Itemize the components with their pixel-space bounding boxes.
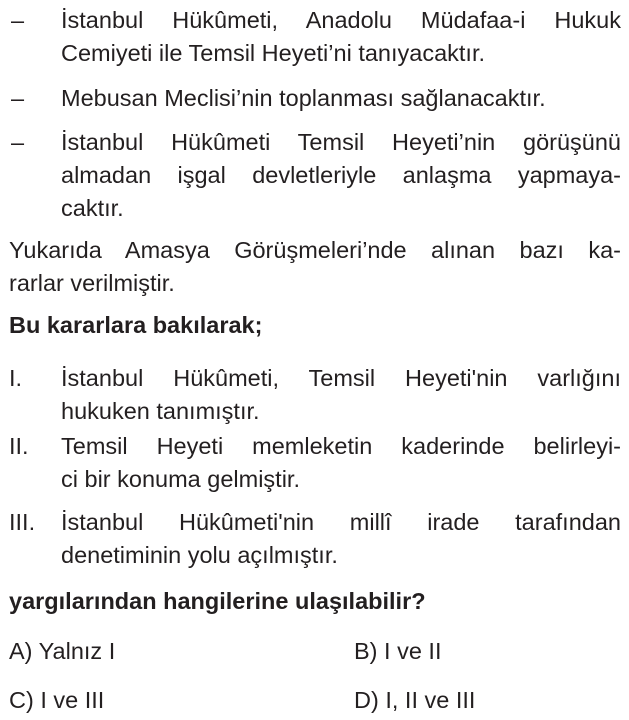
- text-line: Mebusan Meclisi’nin toplanması sağlanacaktır.: [61, 85, 546, 111]
- lead-in: Bu kararlara bakılarak;: [9, 312, 263, 338]
- text-line: İstanbul Hükûmeti'nin millî irade tarafından: [61, 509, 621, 535]
- dash-marker: –: [11, 85, 25, 111]
- roman-numeral: I.: [9, 365, 23, 391]
- text-line: Temsil Heyeti memleketin kaderinde belirleyi-: [61, 433, 621, 459]
- text-line: denetiminin yolu açılmıştır.: [61, 542, 338, 568]
- text-line: İstanbul Hükûmeti Temsil Heyeti’nin görüşünü: [61, 129, 621, 155]
- text-line: İstanbul Hükûmeti, Anadolu Müdafaa-i Hukuk: [61, 7, 621, 33]
- question-text: yargılarından hangilerine ulaşılabilir?: [9, 588, 426, 614]
- roman-numeral: III.: [9, 509, 36, 535]
- intro-paragraph: [9, 234, 621, 300]
- bullet-text: [61, 126, 621, 225]
- roman-numeral: II.: [9, 433, 29, 459]
- text-line: rarlar verilmiştir.: [9, 270, 175, 296]
- text-line: Cemiyeti ile Temsil Heyeti’ni tanıyacaktır.: [61, 40, 486, 66]
- text-line: caktır.: [61, 195, 124, 221]
- text-line: Yukarıda Amasya Görüşmeleri’nde alınan bazı ka-: [9, 237, 621, 263]
- option-a[interactable]: A) Yalnız I: [9, 638, 116, 664]
- text-line: ci bir konuma gelmiştir.: [61, 466, 300, 492]
- dash-marker: –: [11, 7, 25, 33]
- statement-text: [61, 506, 621, 572]
- bullet-text: [61, 82, 621, 115]
- text-line: İstanbul Hükûmeti, Temsil Heyeti'nin varlığını: [61, 365, 621, 391]
- text-line: hukuken tanımıştır.: [61, 398, 260, 424]
- bullet-text: [61, 4, 621, 70]
- option-b[interactable]: B) I ve II: [354, 638, 442, 664]
- dash-marker: –: [11, 129, 25, 155]
- text-line: almadan işgal devletleriyle anlaşma yapmaya-: [61, 162, 621, 188]
- option-d[interactable]: D) I, II ve III: [354, 687, 476, 713]
- statement-text: [61, 362, 621, 428]
- option-c[interactable]: C) I ve III: [9, 687, 105, 713]
- statement-text: [61, 430, 621, 496]
